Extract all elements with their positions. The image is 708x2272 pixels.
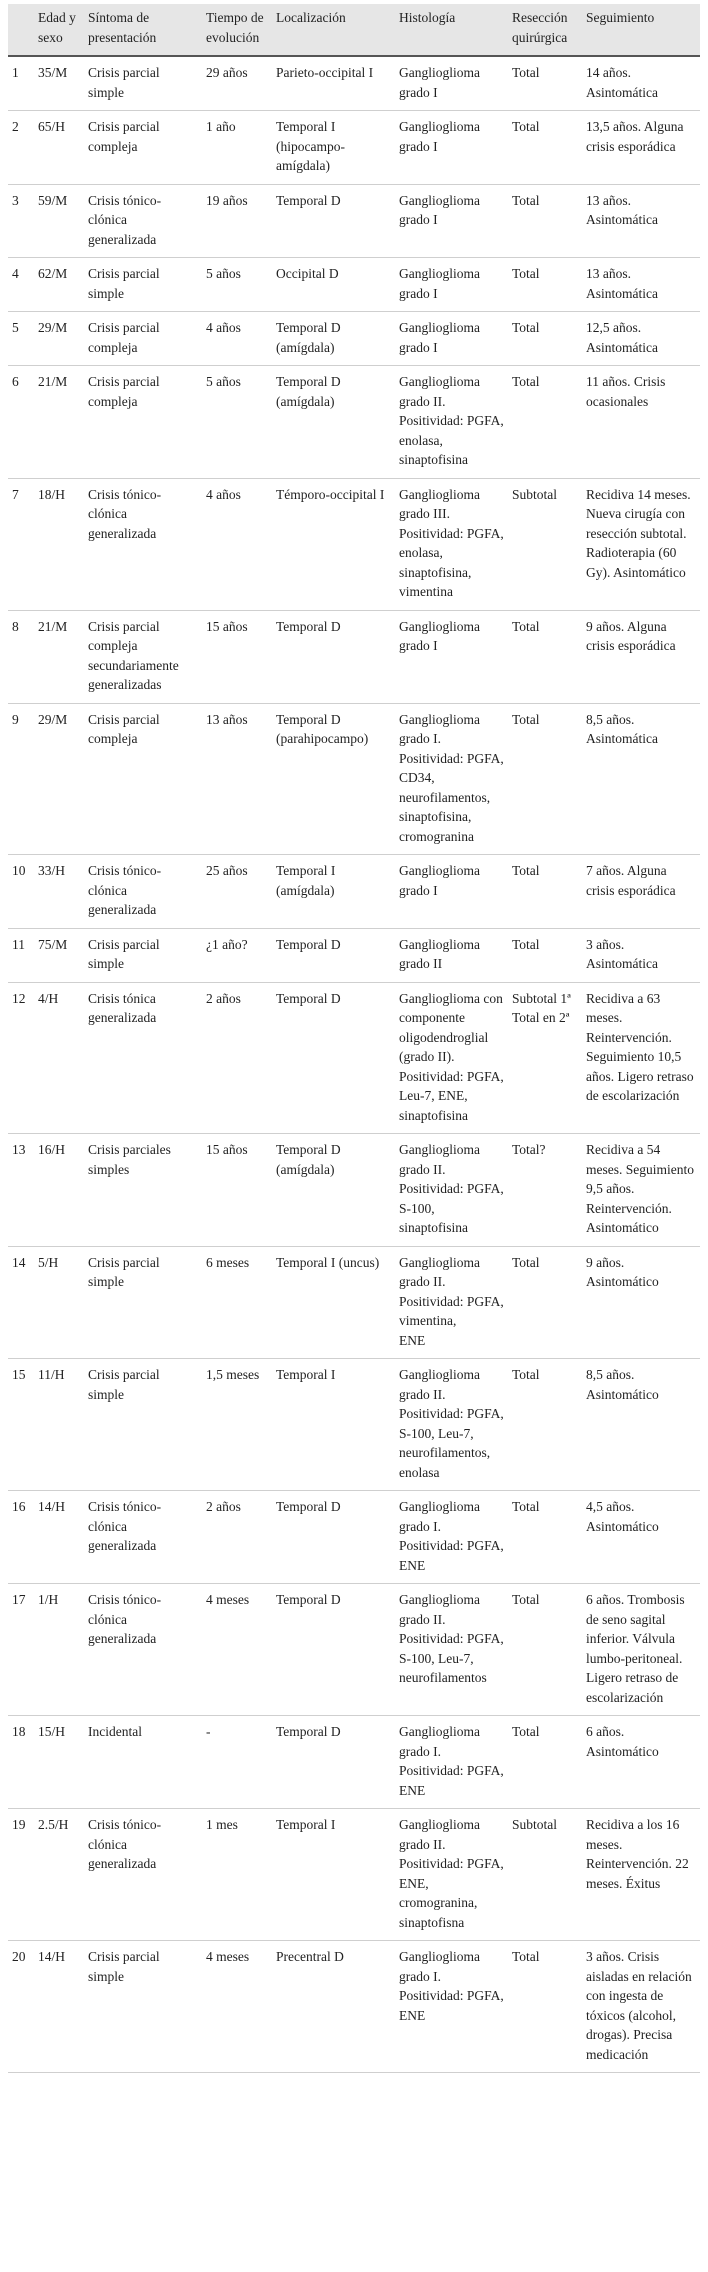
cell-case-number: 10 — [8, 855, 34, 929]
cell-follow-up: 8,5 años. Asintomática — [582, 703, 700, 855]
table-row — [8, 928, 700, 982]
cell-location: Temporal I — [272, 1809, 395, 1941]
cell-resection: Total — [508, 610, 582, 703]
cell-symptom: Crisis parcial compleja secundariamente generalizadas — [84, 610, 202, 703]
cell-resection: Total — [508, 703, 582, 855]
cell-follow-up: Recidiva a 54 meses. Seguimiento 9,5 años. Reintervención. Asintomático — [582, 1134, 700, 1247]
cell-evolution-time: - — [202, 1716, 272, 1809]
cell-evolution-time: 25 años — [202, 855, 272, 929]
cell-location: Temporal D (amígdala) — [272, 312, 395, 366]
cell-age-sex: 35/M — [34, 56, 84, 111]
table-row — [8, 184, 700, 258]
cell-case-number: 9 — [8, 703, 34, 855]
cell-histology: Ganglioglioma grado I — [395, 258, 508, 312]
table-row — [8, 111, 700, 185]
cell-case-number: 5 — [8, 312, 34, 366]
cell-location: Temporal D — [272, 1716, 395, 1809]
header-resection: Resección quirúrgica — [508, 4, 582, 56]
cell-evolution-time: 4 meses — [202, 1941, 272, 2073]
cell-histology: Ganglioglioma grado I — [395, 855, 508, 929]
cell-evolution-time: 5 años — [202, 258, 272, 312]
cell-symptom: Crisis parciales simples — [84, 1134, 202, 1247]
cell-follow-up: Recidiva a 63 meses. Reintervención. Seguimiento 10,5 años. Ligero retraso de escolarización — [582, 982, 700, 1134]
cell-follow-up: Recidiva a los 16 meses. Reintervención. 22 meses. Éxitus — [582, 1809, 700, 1941]
cell-evolution-time: 6 meses — [202, 1246, 272, 1359]
cell-location: Parieto-occipital I — [272, 56, 395, 111]
table-row — [8, 1246, 700, 1359]
cell-symptom: Crisis tónico-clónica generalizada — [84, 1809, 202, 1941]
cell-case-number: 19 — [8, 1809, 34, 1941]
cell-age-sex: 15/H — [34, 1716, 84, 1809]
cell-resection: Subtotal — [508, 478, 582, 610]
cell-resection: Total — [508, 1716, 582, 1809]
cell-location: Temporal D (amígdala) — [272, 1134, 395, 1247]
cell-case-number: 15 — [8, 1359, 34, 1491]
header-row — [8, 4, 700, 56]
cell-evolution-time: 1,5 meses — [202, 1359, 272, 1491]
cell-symptom: Incidental — [84, 1716, 202, 1809]
cell-follow-up: Recidiva 14 meses. Nueva cirugía con resección subtotal. Radioterapia (60 Gy). Asintomático — [582, 478, 700, 610]
cell-histology: Ganglioglioma grado I. Positividad: PGFA, ENE — [395, 1941, 508, 2073]
cell-follow-up: 4,5 años. Asintomático — [582, 1491, 700, 1584]
cell-resection: Subtotal 1ª Total en 2ª — [508, 982, 582, 1134]
cell-age-sex: 4/H — [34, 982, 84, 1134]
cell-symptom: Crisis parcial compleja — [84, 111, 202, 185]
cell-follow-up: 14 años. Asintomática — [582, 56, 700, 111]
cell-follow-up: 13 años. Asintomática — [582, 184, 700, 258]
cell-evolution-time: 13 años — [202, 703, 272, 855]
cell-resection: Total — [508, 1584, 582, 1716]
cell-case-number: 4 — [8, 258, 34, 312]
cell-case-number: 14 — [8, 1246, 34, 1359]
cell-location: Temporal I — [272, 1359, 395, 1491]
header-symptom: Síntoma de presentación — [84, 4, 202, 56]
cell-resection: Total — [508, 258, 582, 312]
cell-age-sex: 65/H — [34, 111, 84, 185]
cell-follow-up: 11 años. Crisis ocasionales — [582, 366, 700, 479]
cell-histology: Ganglioglioma grado II — [395, 928, 508, 982]
header-histology: Histología — [395, 4, 508, 56]
cell-case-number: 6 — [8, 366, 34, 479]
table-body — [8, 56, 700, 2073]
cell-follow-up: 3 años. Crisis aisladas en relación con ingesta de tóxicos (alcohol, drogas). Precisa medicación — [582, 1941, 700, 2073]
cell-histology: Ganglioglioma grado I — [395, 184, 508, 258]
table-row — [8, 1491, 700, 1584]
cell-evolution-time: 15 años — [202, 1134, 272, 1247]
cell-case-number: 12 — [8, 982, 34, 1134]
cell-histology: Ganglioglioma grado III. Positividad: PGFA, enolasa, sinaptofisina, vimentina — [395, 478, 508, 610]
cell-location: Precentral D — [272, 1941, 395, 2073]
table-header — [8, 4, 700, 56]
cell-histology: Ganglioglioma grado I — [395, 111, 508, 185]
cell-resection: Total — [508, 1359, 582, 1491]
table-row — [8, 855, 700, 929]
cell-location: Temporal D — [272, 1491, 395, 1584]
cell-resection: Total — [508, 56, 582, 111]
cell-resection: Subtotal — [508, 1809, 582, 1941]
cell-follow-up: 9 años. Asintomático — [582, 1246, 700, 1359]
cell-age-sex: 2.5/H — [34, 1809, 84, 1941]
cell-age-sex: 75/M — [34, 928, 84, 982]
table-row — [8, 610, 700, 703]
cell-location: Temporal I (amígdala) — [272, 855, 395, 929]
cell-case-number: 17 — [8, 1584, 34, 1716]
cell-resection: Total — [508, 1491, 582, 1584]
cell-case-number: 11 — [8, 928, 34, 982]
cell-resection: Total — [508, 1246, 582, 1359]
cell-age-sex: 16/H — [34, 1134, 84, 1247]
cell-location: Temporal D — [272, 184, 395, 258]
cell-evolution-time: 1 año — [202, 111, 272, 185]
cell-age-sex: 11/H — [34, 1359, 84, 1491]
cell-evolution-time: 2 años — [202, 1491, 272, 1584]
header-follow-up: Seguimiento — [582, 4, 700, 56]
cell-symptom: Crisis parcial simple — [84, 1246, 202, 1359]
cell-case-number: 3 — [8, 184, 34, 258]
cell-case-number: 8 — [8, 610, 34, 703]
cell-location: Temporal D (amígdala) — [272, 366, 395, 479]
header-location: Localización — [272, 4, 395, 56]
cell-age-sex: 62/M — [34, 258, 84, 312]
cell-resection: Total? — [508, 1134, 582, 1247]
cell-location: Témporo-occipital I — [272, 478, 395, 610]
cell-symptom: Crisis parcial compleja — [84, 312, 202, 366]
cell-evolution-time: 15 años — [202, 610, 272, 703]
cell-histology: Ganglioglioma grado I. Positividad: PGFA, ENE — [395, 1716, 508, 1809]
cell-histology: Ganglioglioma grado II. Positividad: PGFA, ENE, cromogranina, sinaptofisna — [395, 1809, 508, 1941]
cell-histology: Ganglioglioma grado I — [395, 56, 508, 111]
cell-histology: Ganglioglioma grado II. Positividad: PGFA, S-100, sinaptofisina — [395, 1134, 508, 1247]
table-row — [8, 56, 700, 111]
cell-location: Temporal D (parahipocampo) — [272, 703, 395, 855]
table-row — [8, 366, 700, 479]
table-row — [8, 478, 700, 610]
cell-symptom: Crisis parcial simple — [84, 258, 202, 312]
cell-symptom: Crisis tónico-clónica generalizada — [84, 184, 202, 258]
cell-location: Temporal I (uncus) — [272, 1246, 395, 1359]
cell-age-sex: 18/H — [34, 478, 84, 610]
cell-evolution-time: 19 años — [202, 184, 272, 258]
table-row — [8, 1134, 700, 1247]
header-age-sex: Edad y sexo — [34, 4, 84, 56]
cell-evolution-time: 29 años — [202, 56, 272, 111]
cell-case-number: 18 — [8, 1716, 34, 1809]
cell-follow-up: 3 años. Asintomática — [582, 928, 700, 982]
cell-resection: Total — [508, 111, 582, 185]
table-row — [8, 1941, 700, 2073]
cell-resection: Total — [508, 928, 582, 982]
cell-case-number: 7 — [8, 478, 34, 610]
cell-age-sex: 1/H — [34, 1584, 84, 1716]
cell-age-sex: 21/M — [34, 366, 84, 479]
cell-case-number: 1 — [8, 56, 34, 111]
cell-symptom: Crisis parcial compleja — [84, 703, 202, 855]
cell-resection: Total — [508, 855, 582, 929]
cell-resection: Total — [508, 1941, 582, 2073]
cell-age-sex: 59/M — [34, 184, 84, 258]
table-row — [8, 982, 700, 1134]
header-evolution-time: Tiempo de evolución — [202, 4, 272, 56]
cell-symptom: Crisis parcial simple — [84, 56, 202, 111]
cell-evolution-time: 4 años — [202, 478, 272, 610]
cell-follow-up: 9 años. Alguna crisis esporádica — [582, 610, 700, 703]
cell-histology: Ganglioglioma grado II. Positividad: PGFA, enolasa, sinaptofisina — [395, 366, 508, 479]
cell-symptom: Crisis tónica generalizada — [84, 982, 202, 1134]
cell-age-sex: 29/M — [34, 703, 84, 855]
cell-age-sex: 33/H — [34, 855, 84, 929]
cell-age-sex: 5/H — [34, 1246, 84, 1359]
table-row — [8, 258, 700, 312]
cell-histology: Ganglioglioma grado I — [395, 312, 508, 366]
cell-follow-up: 13 años. Asintomática — [582, 258, 700, 312]
patients-table — [8, 4, 700, 2073]
cell-follow-up: 13,5 años. Alguna crisis esporádica — [582, 111, 700, 185]
table-row — [8, 1359, 700, 1491]
cell-location: Occipital D — [272, 258, 395, 312]
cell-location: Temporal D — [272, 982, 395, 1134]
cell-resection: Total — [508, 184, 582, 258]
cell-histology: Ganglioglioma grado I. Positividad: PGFA, CD34, neurofilamentos, sinaptofisina, cromogranina — [395, 703, 508, 855]
cell-evolution-time: 4 meses — [202, 1584, 272, 1716]
cell-follow-up: 8,5 años. Asintomático — [582, 1359, 700, 1491]
cell-age-sex: 14/H — [34, 1491, 84, 1584]
cell-age-sex: 14/H — [34, 1941, 84, 2073]
cell-symptom: Crisis tónico-clónica generalizada — [84, 478, 202, 610]
cell-age-sex: 21/M — [34, 610, 84, 703]
table-row — [8, 1584, 700, 1716]
cell-evolution-time: 5 años — [202, 366, 272, 479]
cell-symptom: Crisis parcial simple — [84, 928, 202, 982]
cell-follow-up: 12,5 años. Asintomática — [582, 312, 700, 366]
cell-symptom: Crisis tónico-clónica generalizada — [84, 1584, 202, 1716]
cell-symptom: Crisis parcial simple — [84, 1941, 202, 2073]
cell-location: Temporal I (hipocampo-amígdala) — [272, 111, 395, 185]
header-case-number — [8, 4, 34, 56]
cell-case-number: 20 — [8, 1941, 34, 2073]
cell-symptom: Crisis parcial compleja — [84, 366, 202, 479]
cell-evolution-time: 4 años — [202, 312, 272, 366]
table-row — [8, 1809, 700, 1941]
cell-follow-up: 7 años. Alguna crisis esporádica — [582, 855, 700, 929]
cell-histology: Ganglioglioma grado I — [395, 610, 508, 703]
table-row — [8, 312, 700, 366]
cell-symptom: Crisis parcial simple — [84, 1359, 202, 1491]
cell-location: Temporal D — [272, 928, 395, 982]
cell-histology: Ganglioglioma grado I. Positividad: PGFA, ENE — [395, 1491, 508, 1584]
cell-case-number: 16 — [8, 1491, 34, 1584]
cell-location: Temporal D — [272, 610, 395, 703]
cell-evolution-time: ¿1 año? — [202, 928, 272, 982]
cell-symptom: Crisis tónico-clónica generalizada — [84, 855, 202, 929]
cell-follow-up: 6 años. Asintomático — [582, 1716, 700, 1809]
cell-histology: Ganglioglioma grado II. Positividad: PGFA, S-100, Leu-7, neurofilamentos — [395, 1584, 508, 1716]
table-row — [8, 1716, 700, 1809]
cell-follow-up: 6 años. Trombosis de seno sagital inferior. Válvula lumbo-peritoneal. Ligero retraso de escolarización — [582, 1584, 700, 1716]
cell-histology: Ganglioglioma con componente oligodendroglial (grado II). Positividad: PGFA, Leu-7, ENE, sinaptofisina — [395, 982, 508, 1134]
cell-symptom: Crisis tónico-clónica generalizada — [84, 1491, 202, 1584]
cell-evolution-time: 2 años — [202, 982, 272, 1134]
cell-resection: Total — [508, 312, 582, 366]
table-row — [8, 703, 700, 855]
cell-case-number: 2 — [8, 111, 34, 185]
cell-age-sex: 29/M — [34, 312, 84, 366]
cell-histology: Ganglioglioma grado II. Positividad: PGFA, vimentina, ENE — [395, 1246, 508, 1359]
cell-histology: Ganglioglioma grado II. Positividad: PGFA, S-100, Leu-7, neurofilamentos, enolasa — [395, 1359, 508, 1491]
cell-case-number: 13 — [8, 1134, 34, 1247]
cell-resection: Total — [508, 366, 582, 479]
cell-evolution-time: 1 mes — [202, 1809, 272, 1941]
cell-location: Temporal D — [272, 1584, 395, 1716]
